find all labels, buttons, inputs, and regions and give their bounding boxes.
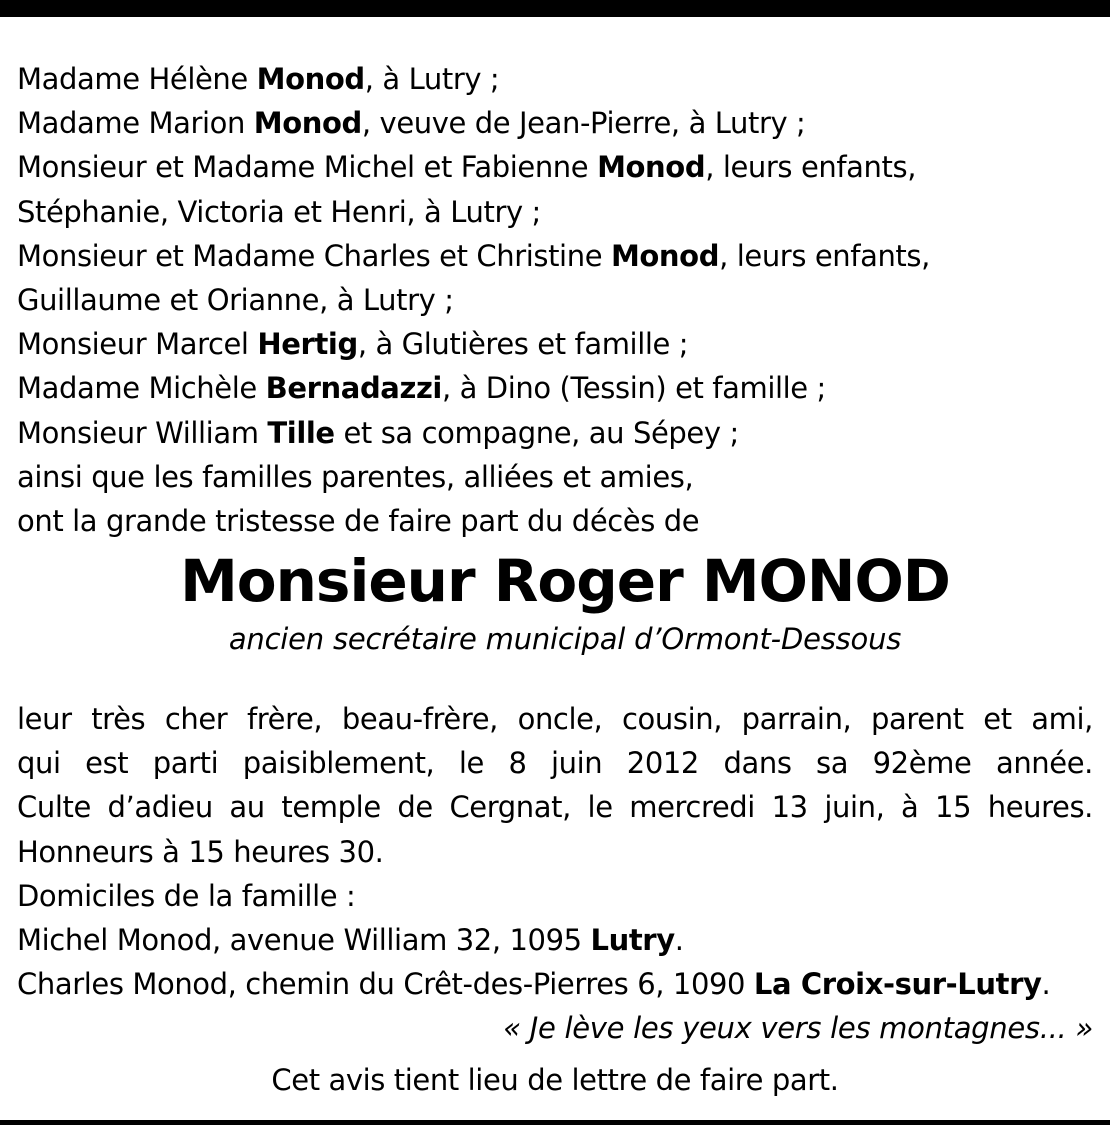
bottom-rule xyxy=(0,1120,1110,1125)
family-line: ainsi que les familles parentes, alliées et amies, xyxy=(17,459,694,494)
body-line: Culte d’adieu au temple de Cergnat, le mercredi 13 juin, à 15 heures. xyxy=(17,790,1093,825)
top-rule xyxy=(0,0,1110,17)
family-line: Monsieur et Madame Charles et Christine Monod, leurs enfants, xyxy=(17,238,930,273)
death-notice xyxy=(17,57,1093,1110)
deceased-name: Monsieur Roger MONOD xyxy=(180,547,950,616)
address-line: Michel Monod, avenue William 32, 1095 Lutry. xyxy=(17,923,684,957)
family-line: ont la grande tristesse de faire part du décès de xyxy=(17,503,700,538)
family-line: Guillaume et Orianne, à Lutry ; xyxy=(17,282,454,317)
family-line: Monsieur William Tille et sa compagne, au Sépey ; xyxy=(17,415,739,450)
address-line: Charles Monod, chemin du Crêt-des-Pierres 6, 1090 La Croix-sur-Lutry. xyxy=(17,967,1051,1002)
body-line: Honneurs à 15 heures 30. xyxy=(17,834,384,869)
family-list xyxy=(17,57,1093,543)
spacer xyxy=(17,659,1093,697)
notice-body xyxy=(17,697,1093,1006)
deceased-role: ancien secrétaire municipal d’Ormont-Dessous xyxy=(228,622,902,657)
body-line: qui est parti paisiblement, le 8 juin 2012 dans sa 92ème année. xyxy=(17,746,1093,781)
family-line: Madame Hélène Monod, à Lutry ; xyxy=(17,62,500,96)
family-line: Stéphanie, Victoria et Henri, à Lutry ; xyxy=(17,194,541,229)
body-line: leur très cher frère, beau-frère, oncle, cousin, parrain, parent et ami, xyxy=(17,702,1093,737)
family-line: Madame Marion Monod, veuve de Jean-Pierre, à Lutry ; xyxy=(17,106,806,141)
family-line: Monsieur et Madame Michel et Fabienne Monod, leurs enfants, xyxy=(17,150,917,185)
family-line: Madame Michèle Bernadazzi, à Dino (Tessin) et famille ; xyxy=(17,371,826,406)
family-line: Monsieur Marcel Hertig, à Glutières et famille ; xyxy=(17,327,689,362)
closing-note: Cet avis tient lieu de lettre de faire part. xyxy=(271,1063,839,1098)
body-line: Domiciles de la famille : xyxy=(17,878,356,913)
quote: « Je lève les yeux vers les montagnes... » xyxy=(503,1011,1093,1046)
